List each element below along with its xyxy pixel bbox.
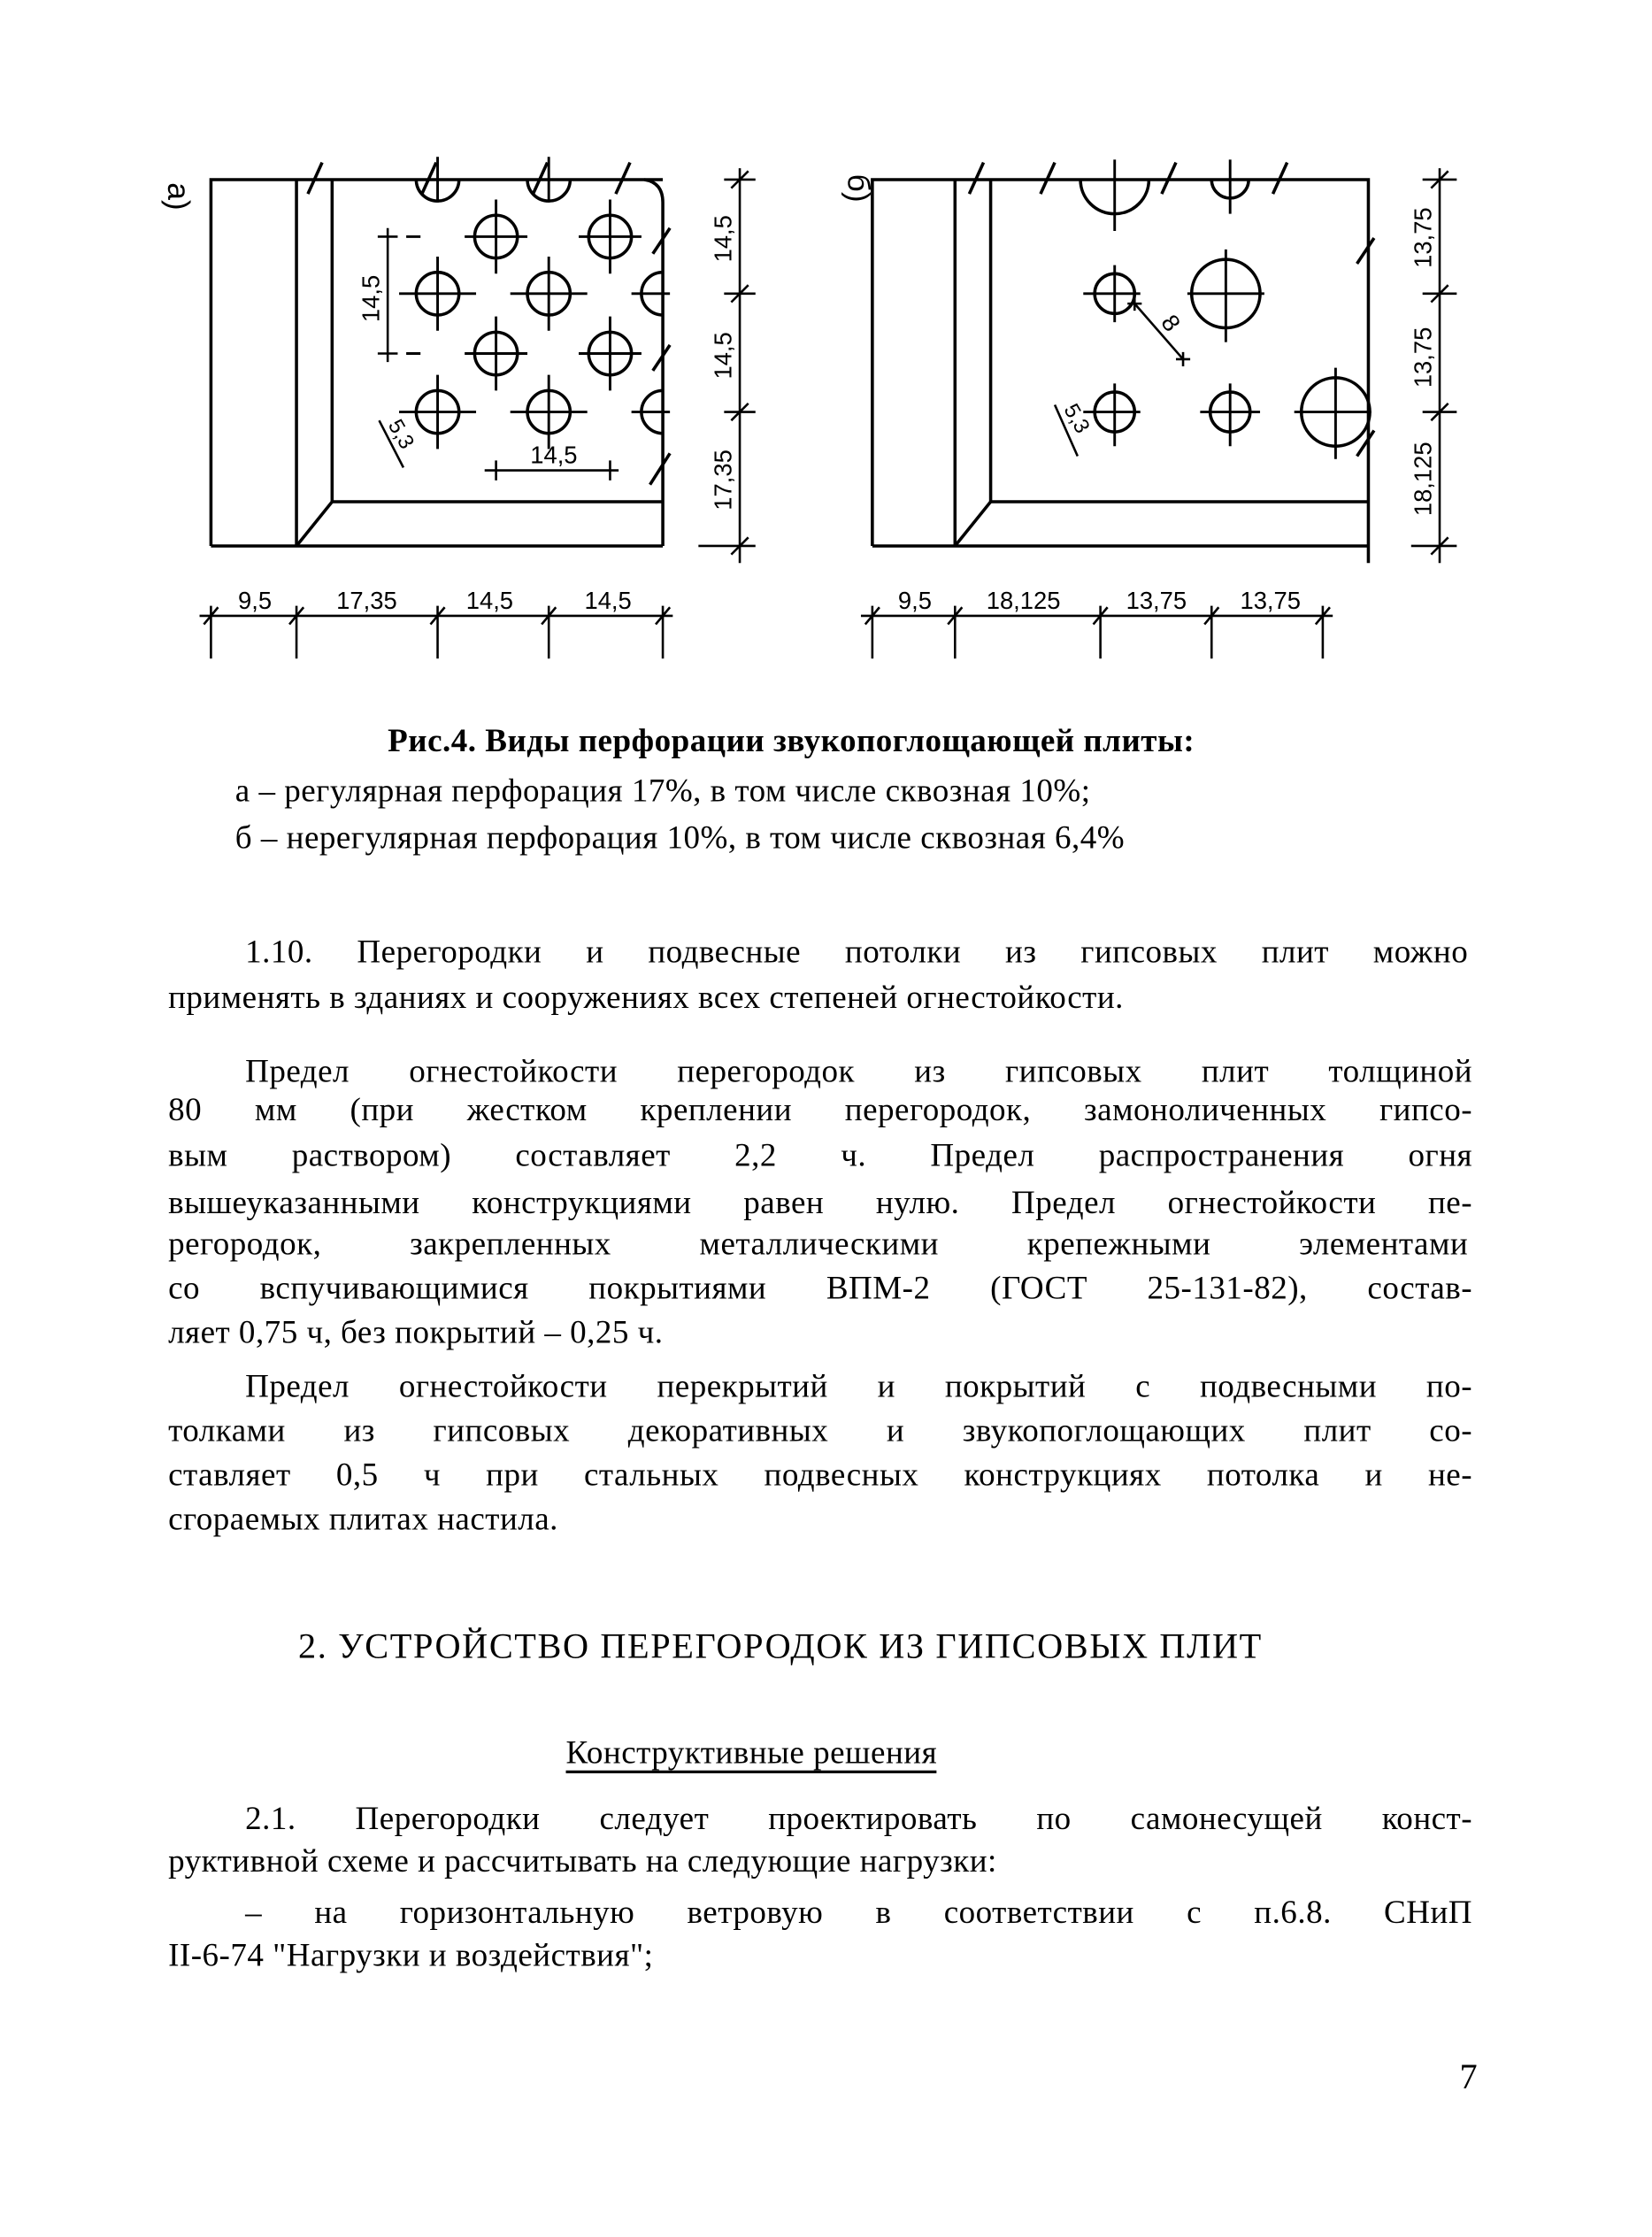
figure-caption-title: Рис.4. Виды перфорации звукопоглощающей плиты:	[388, 722, 1195, 758]
dim-a-pitch-vertical: 14,5	[357, 274, 385, 323]
paragraph-1-10-line: применять в зданиях и сооружениях всех степеней огнестойкости.	[168, 979, 1124, 1015]
dim-a-hole: 5,3	[382, 415, 419, 454]
paragraph-fire-partitions-line: со вспучивающимися покрытиями ВПМ-2 (ГОСТ 25-131-82), состав-	[168, 1270, 1473, 1306]
dim-a-right-3: 17,35	[709, 450, 737, 511]
panel-b-irregular-perforation	[841, 159, 1456, 658]
page-number: 7	[1459, 2058, 1479, 2097]
dim-a-pitch-horizontal: 14,5	[530, 441, 578, 469]
panel-a-label: а)	[161, 182, 197, 211]
paragraph-2-1-line: 2.1. Перегородки следует проектировать по самонесущей конст-	[245, 1800, 1473, 1836]
panel-a-regular-perforation	[161, 157, 756, 658]
dim-b-bottom-4: 13,75	[1240, 586, 1301, 614]
panel-b-label: б)	[841, 173, 877, 203]
hole-pattern-b	[1062, 159, 1372, 458]
paragraph-fire-partitions-line: вышеуказанными конструкциями равен нулю. Предел огнестойкости пе-	[168, 1184, 1473, 1220]
paragraph-fire-partitions-line: Предел огнестойкости перегородок из гипсовых плит толщиной	[245, 1053, 1473, 1089]
paragraph-fire-ceilings-line: толками из гипсовых декоративных и звукопоглощающих плит со-	[168, 1412, 1473, 1449]
figure-caption-b: б – нерегулярная перфорация 10%, в том числе сквозная 6,4%	[234, 819, 1126, 856]
dim-b-right-1: 13,75	[1409, 207, 1437, 268]
paragraph-fire-ceilings-line: ставляет 0,5 ч при стальных подвесных конструкциях потолка и не-	[168, 1457, 1473, 1493]
paragraph-fire-ceilings-line: Предел огнестойкости перекрытий и покрытий с подвесными по-	[245, 1368, 1473, 1404]
paragraph-2-1-line: руктивной схеме и рассчитывать на следующие нагрузки:	[168, 1842, 997, 1880]
dim-b-bottom-1: 9,5	[897, 586, 932, 614]
dim-a-bottom-2: 17,35	[336, 586, 397, 614]
dim-b-hole: 5,3	[1058, 399, 1095, 438]
dim-a-bottom-4: 14,5	[584, 586, 632, 614]
dim-b-right-3: 18,125	[1409, 442, 1437, 517]
subheading-text: Конструктивные решения	[566, 1734, 938, 1772]
figure-4-perforation-diagrams	[0, 0, 1652, 684]
subheading	[566, 1733, 938, 1773]
dim-a-bottom-3: 14,5	[465, 586, 514, 614]
section-heading: 2. УСТРОЙСТВО ПЕРЕГОРОДОК ИЗ ГИПСОВЫХ ПЛИТ	[298, 1627, 1263, 1667]
list-item-wind-load: II-6-74 "Нагрузки и воздействия";	[168, 1937, 654, 1973]
paragraph-fire-partitions-line: 80 мм (при жестком креплении перегородок, замоноличенных гипсо-	[168, 1091, 1473, 1128]
dim-a-right-1: 14,5	[709, 215, 737, 263]
figure-caption-a: а – регулярная перфорация 17%, в том числе сквозная 10%;	[234, 773, 1091, 809]
paragraph-fire-partitions-line: ляет 0,75 ч, без покрытий – 0,25 ч.	[168, 1314, 664, 1350]
dim-b-right-2: 13,75	[1409, 327, 1437, 388]
dim-b-spacing: 8	[1156, 309, 1187, 336]
paragraph-fire-ceilings-line: сгораемых плитах настила.	[168, 1501, 558, 1537]
paragraph-fire-partitions-line: регородок, закрепленных металлическими крепежными элементами	[168, 1226, 1469, 1262]
dimension-lines-a	[200, 168, 756, 658]
paragraph-fire-partitions-line: вым раствором) составляет 2,2 ч. Предел распространения огня	[168, 1137, 1473, 1173]
dim-b-bottom-3: 13,75	[1126, 586, 1187, 614]
dim-b-bottom-2: 18,125	[986, 586, 1061, 614]
paragraph-1-10-line: 1.10. Перегородки и подвесные потолки из гипсовых плит можно	[245, 934, 1469, 970]
dim-a-right-2: 14,5	[709, 332, 737, 380]
hole-grid-a	[399, 157, 670, 449]
list-item-wind-load: – на горизонтальную ветровую в соответствии с п.6.8. СНиП	[245, 1894, 1473, 1931]
dim-a-bottom-1: 9,5	[238, 586, 273, 614]
